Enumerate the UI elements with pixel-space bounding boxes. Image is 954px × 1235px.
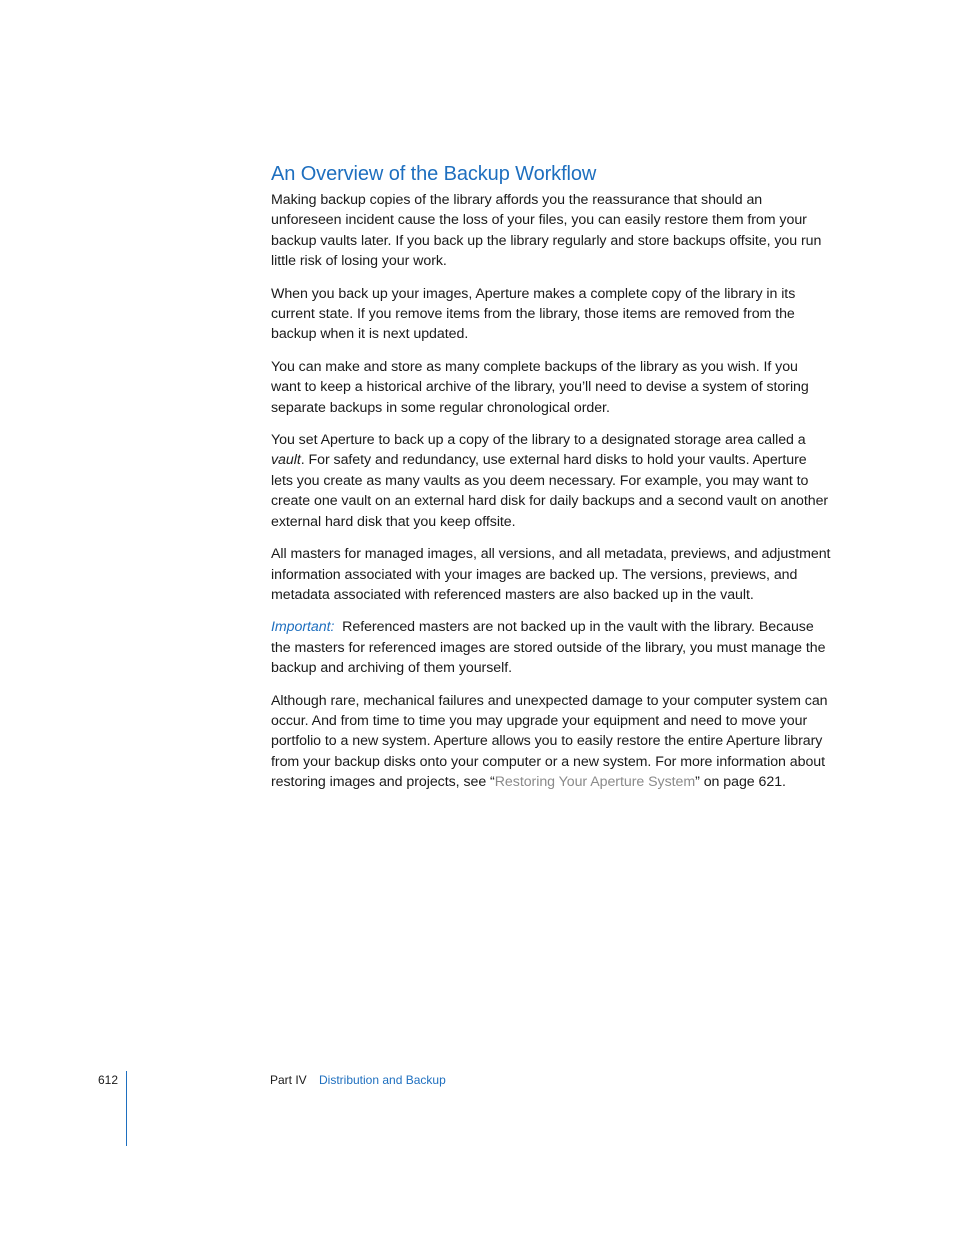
paragraph-important <box>271 617 831 678</box>
restore-text-after: ” on page 621. <box>695 774 786 791</box>
footer-divider <box>126 1071 127 1146</box>
restore-text-before: Although rare, mechanical failures and unexpected damage to your computer system can occur. And from time to time you may upgrade your equipment and need to move your portfolio to a new system. Aperture allows you to easily restore the entire Aperture library from your backup disks onto your computer or a new system. For more information about restoring images and projects, see “ <box>271 692 828 791</box>
important-label: Important: <box>271 619 335 636</box>
vault-text-after: . For safety and redundancy, use external hard disks to hold your vaults. Aperture lets you create as many vaults as you deem necessary. For example, you may want to create one vault on an external hard disk for daily backups and a second vault on another external hard disk that you keep offsite. <box>271 452 829 530</box>
section-title: An Overview of the Backup Workflow <box>271 163 597 185</box>
paragraph-intro: Making backup copies of the library affords you the reassurance that should an unforeseen incident cause the loss of your files, you can easily restore them from your backup vaults later. If you back up the library regularly and store backups offsite, you run little risk of losing your work. <box>271 192 822 270</box>
footer-part-label: Part IV <box>270 1073 307 1087</box>
footer-part-title: Distribution and Backup <box>319 1073 446 1087</box>
page-number: 612 <box>98 1073 119 1087</box>
paragraph-restore <box>271 691 831 793</box>
paragraph-masters: All masters for managed images, all versions, and all metadata, previews, and adjustment information associated with your images are backed up. The versions, previews, and metadata associated with referenced masters are also backed up in the vault. <box>271 546 831 603</box>
main-content <box>271 160 831 805</box>
paragraph-multiple-backups: You can make and store as many complete backups of the library as you wish. If you want to keep a historical archive of the library, you’ll need to devise a system of storing separate backups in some regular chronological order. <box>271 358 809 416</box>
paragraph-vault <box>271 430 831 532</box>
important-text: Referenced masters are not backed up in the vault with the library. Because the masters for referenced images are stored outside of the library, you must manage the backup and archiving of them yourself. <box>271 619 830 677</box>
vault-term: vault <box>271 452 301 469</box>
vault-text-before: You set Aperture to back up a copy of the library to a designated storage area called a <box>271 432 806 449</box>
restore-link[interactable]: Restoring Your Aperture System <box>494 774 696 791</box>
paragraph-backup-copy: When you back up your images, Aperture makes a complete copy of the library in its current state. If you remove items from the library, those items are removed from the backup when it is next updated. <box>271 285 796 343</box>
